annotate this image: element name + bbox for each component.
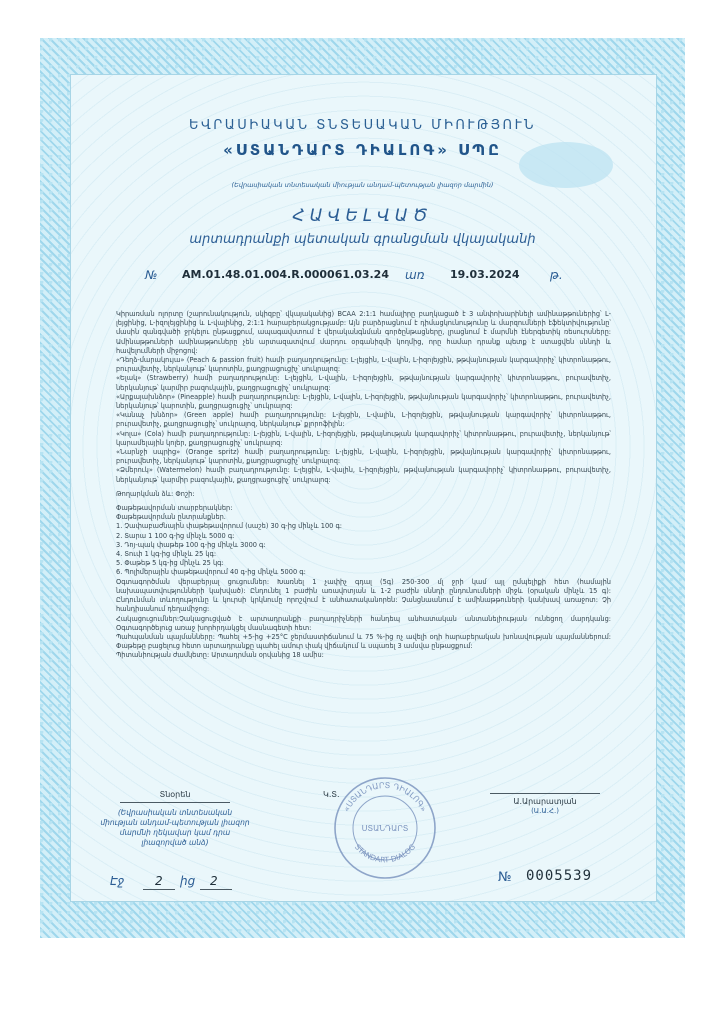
shelf-life: Պիտանիության ժամկետը: Արտադրման օրվանից 18 ամիս: xyxy=(116,651,324,660)
composition-item: «Նարնջի սպրից» (Orange spritz) համի բաղադրությունը: L-լեյցին, L-վալին, L-իզոլեյցին, թթվայնության կարգավորիչ՝ կիտրոնաթթու, բուրավետիչ, ներկանյութ՝ կարոտին, քաղցրացուցիչ՝ սուկրալոզ: xyxy=(116,448,611,466)
packaging-option: 3. Դոյ-պակ փաթեթ 100 գ-ից մինչև 3000 գ: xyxy=(116,540,266,549)
serial-number: 0005539 xyxy=(526,868,593,884)
certificate-sheet xyxy=(40,38,685,938)
official-stamp xyxy=(330,773,440,883)
svg-text:STANDART DIALOG xyxy=(353,842,417,864)
composition-item: «Դեղձ-մարակույա» (Peach & passion fruit) համի բաղադրությունը: L-լեյցին, L-վալին, L-իզոլեյցին, թթվայնության կարգավորիչ՝ կիտրոնաթթու, բուրավետիչ, ներկանյութ՝ կարոտին, քաղցրացուցիչ՝ սուկրալոզ: xyxy=(116,356,611,374)
director-signature-block xyxy=(100,790,250,848)
document-title: ՀԱՎԵԼՎԱԾ xyxy=(292,206,433,226)
packaging-option: 1. Չափաբաժնային փաթեթավորում (սաշե) 30 գ-ից մինչև 100 գ: xyxy=(116,522,343,531)
number-label: № xyxy=(145,268,158,282)
signature-line xyxy=(120,802,230,803)
composition-item: «Արքայախնձոր» (Pineapple) համի բաղադրությունը: L-լեյցին, L-վալին, L-իզոլեյցին, թթվայնության կարգավորիչ՝ կիտրոնաթթու, բուրավետիչ, ներկանյութ՝ կարոտին, քաղցրացուցիչ՝ սուկրալոզ: xyxy=(116,392,611,411)
packaging-heading: Փաթեթավորման տարբերակներ: xyxy=(116,504,233,513)
release-form: Թողարկման ձև: Փոշի: xyxy=(116,489,195,498)
stamp-bottom-text: STANDART DIALOG xyxy=(352,842,418,865)
storage-conditions: Պահպանման պայմանները: Պահել +5-ից +25°C ջերմաստիճանում և 75 %-ից ոչ ավելի օդի հարաբերական խոնավության պայմաններում: Փաթեթը բացելուց հետո արտադրանքը պահել ամուր փակ վիճակում և սպառել 3 ամսվա ընթացքում: xyxy=(116,632,611,651)
signature-line xyxy=(490,793,600,794)
director-note: (Եվրասիական տնտեսական միության անդամ-պետության լիազոր մարմնի ղեկավար կամ դրա լիազորված անձ) xyxy=(100,808,250,847)
packaging-option: 4. Տուփ 1 կգ-ից մինչև 25 կգ: xyxy=(116,550,217,559)
serial-label: № xyxy=(498,870,512,885)
director-title: Տնօրեն xyxy=(159,790,191,799)
composition-item: «Կանաչ խնձոր» (Green apple) համի բաղադրությունը: L-լեյցին, L-վալին, L-իզոլեյցին, թթվայնության կարգավորիչ՝ կիտրոնաթթու, բուրավետիչ, քաղցրացուցիչ՝ սուկրալոզ, ներկանյութ՝ քլորոֆիլին: xyxy=(116,411,611,429)
stamp-top-text: «ՍՏԱՆԴԱՐՏ ԴԻԱԼՈԳ» xyxy=(341,780,429,814)
composition-item: «Ձմերուկ» (Watermelon) համի բաղադրությունը: L-լեյցին, L-վալին, L-իզոլեյցին, թթվայնության կարգավորիչ՝ կիտրոնաթթու, բուրավետիչ, ներկանյութ՝ կարմիր բազուկային, քաղցրացուցիչ՝ սուկրալոզ: xyxy=(116,466,611,484)
document-subtitle: արտադրանքի պետական գրանցման վկայականի xyxy=(189,232,536,247)
registration-date: 19.03.2024 xyxy=(450,268,520,281)
signatory-block xyxy=(485,790,605,815)
company-name: «ՍՏԱՆԴԱՐՏ ԴԻԱԼՈԳ» ՍՊԸ xyxy=(223,141,502,159)
packaging-option: 2. Տարա 1 100 գ-ից մինչև 5000 գ: xyxy=(116,531,235,540)
composition-item: «Կոլա» (Cola) համի բաղադրությունը: L-լեյցին, L-վալին, L-իզոլեյցին, թթվայնության կարգավորիչ՝ կիտրոնաթթու, բուրավետիչ, ներկանյութ՝ կարամելային կոլեր, քաղցրացուցիչ՝ սուկրալոզ: xyxy=(116,429,611,447)
svg-text:«ՍՏԱՆԴԱՐՏ ԴԻԱԼՈԳ» xyxy=(342,781,428,813)
stamp-center-text: ՍՏԱՆԴԱՐՏ xyxy=(361,824,409,833)
page-number-underline xyxy=(143,889,175,890)
packaging-option: 6. Պոլիմերային փաթեթավորում 40 գ-ից մինչև 5000 գ: xyxy=(116,568,306,577)
authority-subtitle: (Եվրասիական տնտեսական միության անդամ-պետության լիազոր մարմին) xyxy=(231,181,494,189)
packaging-subheading: Փաթեթավորման ընտրանքներ. xyxy=(116,513,226,522)
packaging-option: 5. Փաթեթ 5 կգ-ից մինչև 25 կգ: xyxy=(116,559,224,568)
page-total-underline xyxy=(200,889,232,890)
year-suffix: թ. xyxy=(550,268,563,282)
page-total: 2 xyxy=(210,874,218,888)
seal-place-label: Կ.Տ. xyxy=(323,790,340,799)
registration-number: AM.01.48.01.004.R.000061.03.24 xyxy=(182,268,389,281)
signatory-note: (Ա.Ա.Հ.) xyxy=(531,807,559,815)
page-of-label: ից xyxy=(180,874,196,888)
composition-item: «Ելակ» (Strawberry) համի բաղադրությունը: L-լեյցին, L-վալին, L-իզոլեյցին, թթվայնության կարգավորիչ՝ կիտրոնաթթու, բուրավետիչ, ներկանյութ՝ կարմիր բազուկային, քաղցրացուցիչ՝ սուկրալոզ: xyxy=(116,374,611,392)
usage-instructions: Օգտագործման վերաբերյալ ցուցումներ: Խառնել 1 չափիչ գդալ (5գ) 250-300 մլ ջրի կամ այլ ըմպելիքի հետ (համային նախապատվությունների կախված): Ընդունել 1 բաժին առավոտյան և 1-2 բաժին սննդի ընդունումների միջև (օրական մինչև 15 գ): Ընդունման տևողությունը և կուրսի կրկնումը որոշվում է անհատականորեն: Չանցնաանում է ամինաթթուների կանխավ առաջոտ: Չի հանդիսանում դեղամիջոց: xyxy=(116,577,611,614)
scope-paragraph: Կիրառման ոլորտը (շարունակություն, սկիզբը՝ վկայականից) BCAA 2:1:1 համալիրը բաղկացած է 3 անփոխարինելի ամինաթթուներից՝ L-լեյցինից, L-իզոլեյցինից և L-վալինից, 2:1:1 հարաբերակցությամբ: Այն բարձրացնում է դիմացկունությունը և մարզումների էֆեկտիվությունը՝ մասին զանգվածի ջրկելու ընթացքում, ապագավստում է վերականգնման գործընթացները, լրացնում է մարմնի էներգետիկ ռեսուրսները: Ամինաթթուների ամինաթթուները չեն արտազատվում մարդու օրգանիզմի կողմից, որը համար դրանք պետք է ստացվեն սննդի և հավելումների միջոցով: xyxy=(116,310,611,355)
signatory-name: Ա.Արարատյան xyxy=(513,797,577,806)
date-label: առ xyxy=(405,268,425,282)
ministry-name: ԵՎՐԱՍԻԱԿԱՆ ՏՆՏԵՍԱԿԱՆ ՄԻՈՒԹՅՈՒՆ xyxy=(188,118,537,133)
page-label: Էջ xyxy=(110,874,125,888)
certificate-body xyxy=(116,310,611,661)
contraindications: Հակացուցումներ:Չակացուցված է արտադրանքի բաղադրիչների հանդեպ անհատական անտանելիության ունեցող մարդկանց: Օգտագործելուց առաջ խորհրդակցել մասնագետի հետ: xyxy=(116,614,611,632)
page-number: 2 xyxy=(155,874,163,888)
